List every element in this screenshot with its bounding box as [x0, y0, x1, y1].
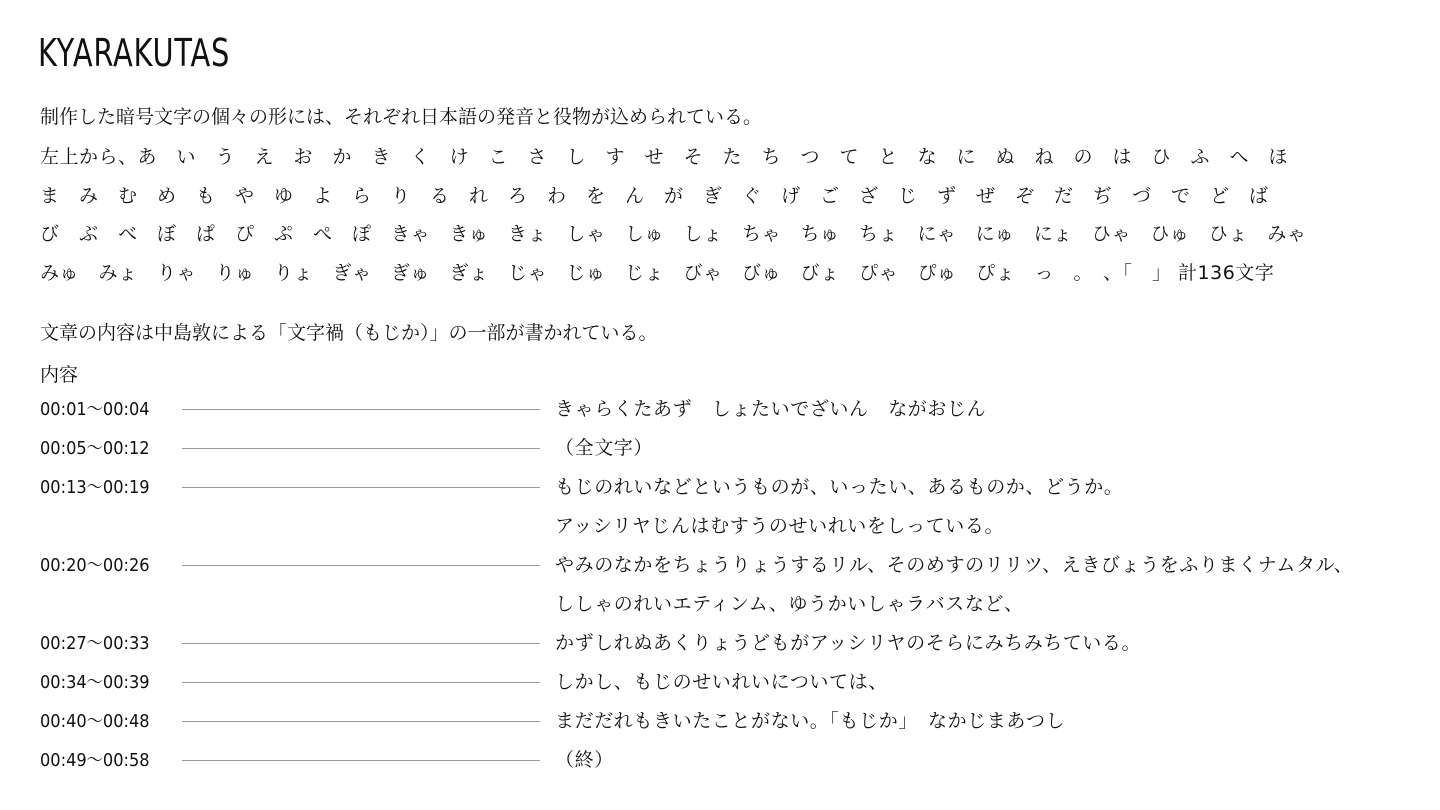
charset-line: ま み む め も や ゆ よ ら り る れ ろ わ を ん が ぎ ぐ げ ご ざ じ ず ぜ ぞ だ ぢ づ で ど ば — [40, 184, 1269, 207]
timecode: 00:20〜00:26 — [40, 555, 150, 577]
timeline — [40, 394, 1430, 784]
charset-line: 左上から、あ い う え お か き く け こ さ し す せ そ た ち つ て と な に ぬ ね の は ひ ふ へ ほ — [40, 146, 1289, 168]
timecode: 00:27〜00:33 — [40, 633, 150, 655]
timeline-text: かずしれぬあくりょうどもがアッシリヤのそらにみちみちている。 — [555, 632, 1142, 655]
leader-line — [182, 487, 540, 488]
timeline-row — [40, 394, 1430, 433]
timeline-row-continuation — [40, 589, 1430, 628]
leader-line — [182, 409, 540, 410]
timeline-text: （全文字） — [555, 437, 654, 460]
leader-line — [182, 682, 540, 683]
timeline-text: しかし、もじのせいれいについては、 — [555, 671, 888, 694]
timeline-text: もじのれいなどというものが、いったい、あるものか、どうか。 — [555, 476, 1124, 499]
leader-line — [182, 448, 540, 449]
timecode: 00:49〜00:58 — [40, 750, 150, 772]
description-text: 文章の内容は中島敦による「文字禍（もじか）」の一部が書かれている。 — [40, 322, 658, 344]
timecode: 00:05〜00:12 — [40, 438, 150, 460]
timeline-row — [40, 628, 1430, 667]
timeline-row — [40, 706, 1430, 745]
timecode: 00:40〜00:48 — [40, 711, 150, 733]
timeline-row — [40, 745, 1430, 784]
timeline-row — [40, 433, 1430, 472]
timeline-row — [40, 550, 1430, 589]
charset-line: び ぶ べ ぼ ぱ ぴ ぷ ぺ ぽ きゃ きゅ きょ しゃ しゅ しょ ちゃ ちゅ ちょ にゃ にゅ にょ ひゃ ひゅ ひょ みゃ — [40, 223, 1307, 246]
timeline-text: ししゃのれいエティンム、ゆうかいしゃラバスなど、 — [555, 593, 1024, 616]
timecode: 00:34〜00:39 — [40, 672, 150, 694]
timeline-text: きゃらくたあず しょたいでざいん ながおじん — [555, 398, 987, 420]
timeline-text: （終） — [555, 749, 614, 772]
leader-line — [182, 565, 540, 566]
character-set-list — [40, 143, 1410, 298]
leader-line — [182, 643, 540, 644]
charset-line: みゅ みょ りゃ りゅ りょ ぎゃ ぎゅ ぎょ じゃ じゅ じょ びゃ びゅ びょ ぴゃ ぴゅ ぴょ っ 。 、「 」 計136文字 — [40, 262, 1275, 285]
timeline-row-continuation — [40, 511, 1430, 550]
timeline-text: やみのなかをちょうりょうするリル、そのめすのリリツ、えきびょうをふりまくナムタル、 — [555, 554, 1354, 577]
timeline-text: アッシリヤじんはむすうのせいれいをしっている。 — [555, 515, 1005, 538]
timecode: 00:13〜00:19 — [40, 477, 150, 499]
timeline-row — [40, 667, 1430, 706]
contents-heading: 内容 — [40, 364, 79, 386]
page-title: KYARAKUTAS — [38, 31, 231, 75]
timecode: 00:01〜00:04 — [40, 399, 150, 420]
timeline-text: まだだれもきいたことがない。「もじか」 なかじまあつし — [555, 710, 1066, 733]
intro-text: 制作した暗号文字の個々の形には、それぞれ日本語の発音と役物が込められている。 — [40, 106, 763, 128]
timeline-row — [40, 472, 1430, 511]
leader-line — [182, 721, 540, 722]
leader-line — [182, 760, 540, 761]
